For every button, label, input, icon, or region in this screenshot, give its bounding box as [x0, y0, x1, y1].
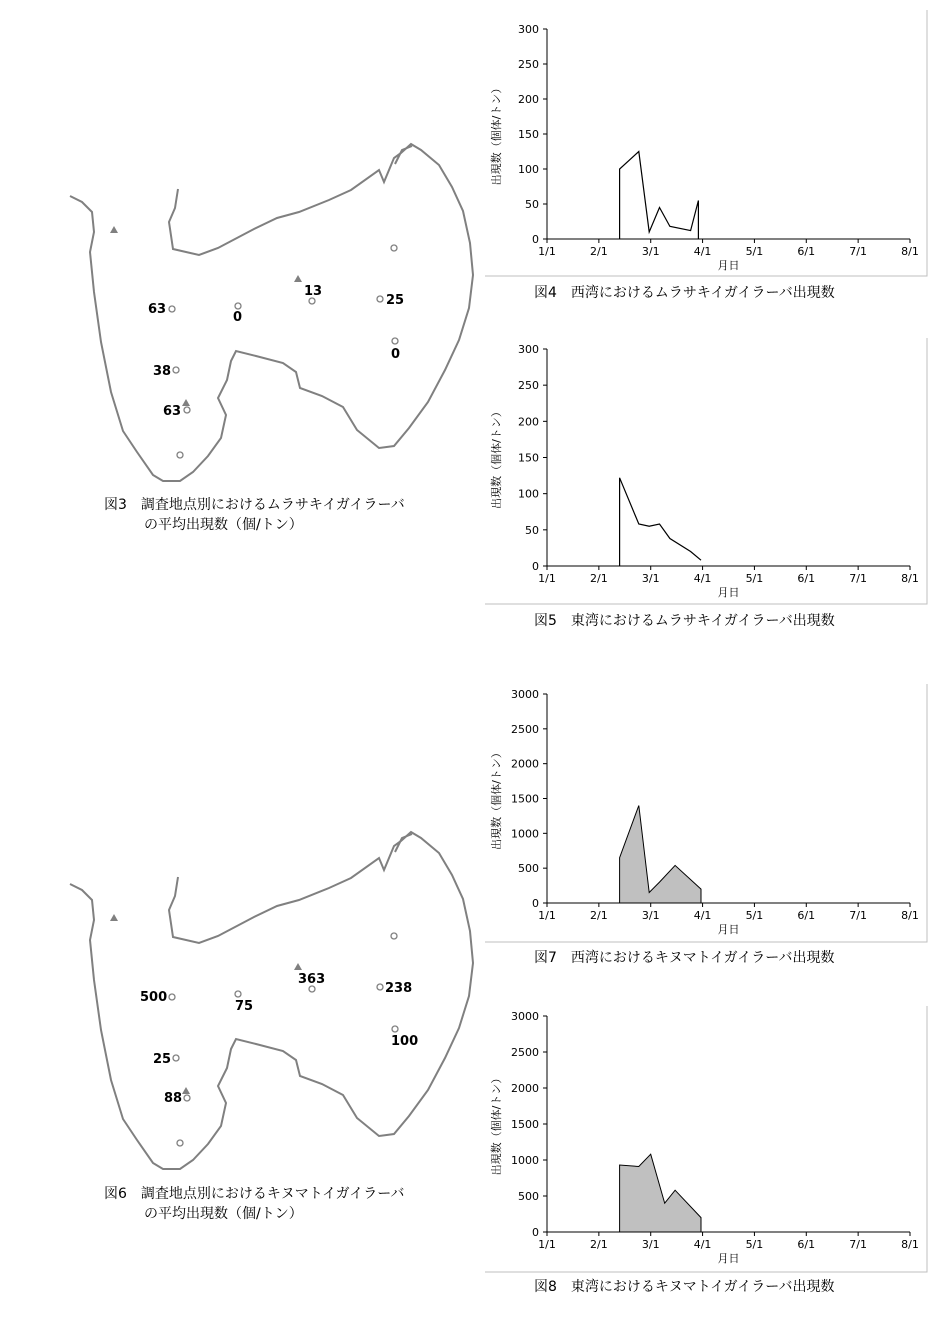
y-tick-label: 1500: [511, 792, 539, 806]
station-value: 63: [148, 302, 167, 317]
y-axis-label: 出現数（個体/トン）: [490, 747, 503, 850]
x-tick-label: 8/1: [901, 909, 919, 922]
y-tick-label: 0: [532, 897, 539, 910]
x-tick-label: 7/1: [849, 1238, 867, 1251]
x-tick-label: 1/1: [538, 909, 556, 922]
y-tick-label: 1000: [511, 1154, 539, 1167]
y-axis-label: 出現数（個体/トン）: [490, 1072, 503, 1176]
series-line: [620, 478, 701, 566]
caption-line: 図6 調査地点別におけるキヌマトイガイラーバ: [104, 1186, 405, 1202]
x-tick-label: 1/1: [538, 1238, 556, 1251]
x-tick-label: 7/1: [849, 245, 867, 258]
y-tick-label: 2500: [511, 1046, 539, 1059]
chart-caption-fig8: 図8 東湾におけるキヌマトイガイラーバ出現数: [534, 1279, 835, 1295]
station-circle: [235, 991, 241, 997]
station-circle: [377, 296, 383, 302]
station-circle: [377, 984, 383, 990]
station-triangle: [182, 1087, 190, 1094]
y-tick-label: 3000: [511, 688, 539, 701]
chart-frame: [485, 338, 927, 604]
y-tick-label: 1500: [511, 1118, 539, 1131]
station-circle: [184, 407, 190, 413]
station-value: 13: [304, 284, 323, 299]
station-value: 0: [233, 310, 243, 325]
caption-line: の平均出現数（個/トン）: [144, 1206, 303, 1222]
x-tick-label: 5/1: [745, 1238, 764, 1251]
station-value: 25: [153, 1052, 172, 1067]
station-circle: [177, 452, 183, 458]
station-circle: [173, 367, 179, 373]
x-tick-label: 8/1: [901, 245, 919, 258]
y-tick-label: 0: [532, 233, 539, 246]
y-tick-label: 2500: [511, 722, 539, 736]
x-tick-label: 4/1: [693, 909, 712, 922]
x-axis-label: 月日: [717, 586, 740, 599]
y-tick-label: 50: [525, 523, 539, 537]
station-triangle: [294, 275, 302, 282]
y-axis-label: 出現数（個体/トン）: [490, 406, 503, 509]
x-tick-label: 1/1: [538, 245, 556, 258]
map-caption-fig3: [104, 494, 405, 534]
station-value: 500: [140, 990, 168, 1005]
x-tick-label: 3/1: [641, 1238, 660, 1251]
chart-fig5: [485, 338, 927, 604]
x-axis-label: 月日: [717, 1252, 740, 1265]
x-axis-label: 月日: [717, 923, 740, 936]
station-circle: [392, 1026, 398, 1032]
chart-caption-fig5: 図5 東湾におけるムラサキイガイラーバ出現数: [534, 613, 835, 629]
x-tick-label: 8/1: [901, 572, 919, 585]
y-tick-label: 0: [532, 1226, 539, 1239]
x-tick-label: 4/1: [693, 572, 712, 585]
x-tick-label: 2/1: [590, 245, 608, 258]
x-tick-label: 3/1: [641, 572, 660, 585]
x-tick-label: 4/1: [693, 245, 712, 258]
y-tick-label: 100: [518, 487, 539, 501]
y-tick-label: 2000: [511, 757, 539, 771]
x-tick-label: 1/1: [538, 572, 556, 585]
x-tick-label: 5/1: [745, 245, 764, 258]
station-triangle: [294, 963, 302, 970]
station-map-1: [70, 144, 473, 481]
station-value: 25: [386, 293, 405, 308]
chart-frame: [485, 10, 927, 276]
y-tick-label: 100: [518, 163, 539, 176]
x-tick-label: 6/1: [797, 245, 816, 258]
y-tick-label: 200: [518, 93, 539, 106]
x-tick-label: 5/1: [745, 909, 764, 922]
x-tick-label: 7/1: [849, 909, 867, 922]
x-tick-label: 6/1: [797, 572, 816, 585]
y-tick-label: 500: [518, 862, 539, 876]
chart-fig7: [485, 684, 927, 942]
x-tick-label: 7/1: [849, 572, 867, 585]
station-circle: [177, 1140, 183, 1146]
x-axis-label: 月日: [717, 259, 740, 272]
series-line: [620, 152, 699, 240]
station-value: 100: [391, 1034, 419, 1049]
y-tick-label: 250: [518, 58, 539, 71]
caption-line: 図3 調査地点別におけるムラサキイガイラーバ: [104, 497, 405, 513]
chart-fig8: [485, 1006, 927, 1272]
x-tick-label: 6/1: [797, 909, 816, 922]
y-tick-label: 2000: [511, 1082, 539, 1095]
map-caption-fig6: [104, 1183, 405, 1223]
station-circle: [235, 303, 241, 309]
station-circle: [391, 933, 397, 939]
series-area: [620, 806, 701, 904]
y-tick-label: 250: [518, 379, 539, 393]
y-tick-label: 200: [518, 415, 539, 429]
station-triangle: [182, 399, 190, 406]
station-value: 75: [235, 999, 254, 1014]
station-triangle: [110, 914, 118, 921]
x-tick-label: 2/1: [590, 909, 608, 922]
x-tick-label: 4/1: [693, 1238, 712, 1251]
x-tick-label: 8/1: [901, 1238, 919, 1251]
y-tick-label: 300: [518, 23, 539, 36]
y-tick-label: 50: [525, 198, 539, 211]
y-tick-label: 150: [518, 451, 539, 465]
series-area: [620, 1154, 701, 1232]
chart-caption-fig7: 図7 西湾におけるキヌマトイガイラーバ出現数: [534, 950, 835, 966]
station-circle: [391, 245, 397, 251]
y-tick-label: 500: [518, 1190, 539, 1203]
caption-line: の平均出現数（個/トン）: [144, 517, 303, 533]
y-tick-label: 150: [518, 128, 539, 141]
coastline: [70, 832, 473, 1169]
x-tick-label: 6/1: [797, 1238, 816, 1251]
x-tick-label: 2/1: [590, 1238, 608, 1251]
station-value: 0: [391, 347, 401, 362]
x-tick-label: 3/1: [641, 245, 660, 258]
y-tick-label: 0: [532, 560, 539, 573]
chart-caption-fig4: 図4 西湾におけるムラサキイガイラーバ出現数: [534, 285, 835, 301]
y-tick-label: 1000: [511, 827, 539, 841]
station-circle: [392, 338, 398, 344]
x-tick-label: 5/1: [745, 572, 764, 585]
y-axis-label: 出現数（個体/トン）: [490, 82, 503, 186]
station-circle: [184, 1095, 190, 1101]
x-tick-label: 3/1: [641, 909, 660, 922]
station-value: 238: [385, 981, 413, 996]
station-value: 363: [298, 972, 326, 987]
station-value: 38: [153, 364, 172, 379]
coastline: [70, 144, 473, 481]
x-tick-label: 2/1: [590, 572, 608, 585]
station-map-2: [70, 832, 473, 1169]
station-circle: [173, 1055, 179, 1061]
y-tick-label: 3000: [511, 1010, 539, 1023]
station-value: 63: [163, 404, 182, 419]
station-value: 88: [164, 1091, 183, 1106]
chart-fig4: [485, 10, 927, 276]
station-circle: [169, 306, 175, 312]
station-triangle: [110, 226, 118, 233]
station-circle: [169, 994, 175, 1000]
y-tick-label: 300: [518, 343, 539, 356]
